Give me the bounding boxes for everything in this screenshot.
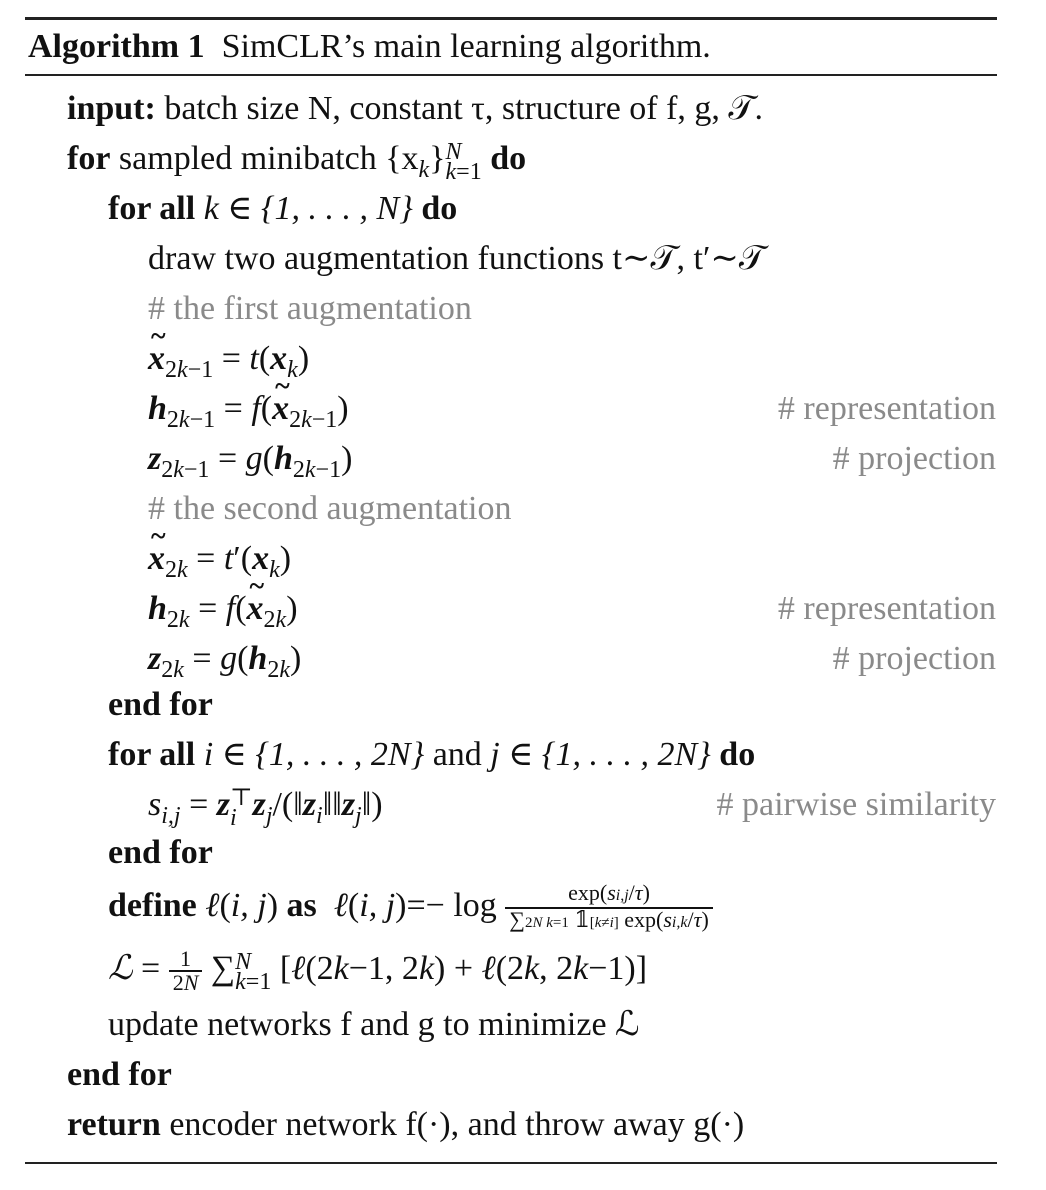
do-keyword-3: do <box>719 736 756 773</box>
define-keyword: define <box>108 887 197 924</box>
eq-x-2k-1: ~ $x_{2k-1} = t(x_k)$ <box>148 334 309 384</box>
draw-line: draw two augmentation functions t∼𝒯, t′∼𝒯 <box>148 240 765 277</box>
loss-fraction: $\frac{\exp(si,j/\tau)}{\text{∑2N k=1 𝟙[k≠i] exp(si,k/τ)}}$ <box>505 882 713 934</box>
define-loss-line: define ℓ(i, j) as ℓ(i, j)=− log $\frac{\exp(si,j/\tau)}{\text{∑2N k=1 𝟙[k≠i] exp(si,k/τ)}}$ <box>108 878 713 938</box>
and-word: and <box>432 736 482 773</box>
return-keyword: return <box>67 1106 161 1143</box>
range-j: j ∈ {1, . . . , 2N} <box>490 736 711 773</box>
input-keyword: input: <box>67 90 156 127</box>
input-text: batch size N, constant τ, structure of f, g, 𝒯. <box>164 90 763 127</box>
eq-z-2k: $z_{2k} = g(h_{2k})$ <box>148 640 302 683</box>
eq-z-2k-1: $z_{2k-1} = g(h_{2k-1})$ <box>148 440 353 483</box>
caption-rule <box>25 74 997 76</box>
as-keyword: as <box>286 887 317 924</box>
pairwise-for-line <box>108 730 755 780</box>
eq-x-2k: ~ $x_{2k} = t'(x_k)$ <box>148 534 291 584</box>
comment-representation-2: # representation <box>777 590 996 627</box>
do-keyword: do <box>490 140 527 177</box>
total-loss-line: ℒ = $\frac{1}{2N}$ ∑N k=1 [ℓ(2k−1, 2k) + ℓ(2k, 2k−1)] <box>108 946 648 996</box>
return-line <box>67 1100 744 1150</box>
forall-range: k ∈ {1, . . . , N} <box>203 190 413 227</box>
algorithm-caption <box>28 24 711 70</box>
eq-h-2k-1: $h_{2k-1}$ = f(~ $x_{2k-1}$) <box>148 384 349 434</box>
return-text: encoder network f(·), and throw away g(·) <box>169 1106 745 1143</box>
range-i: i ∈ {1, . . . , 2N} <box>203 736 425 773</box>
input-line <box>67 84 763 134</box>
update-line: update networks f and g to minimize ℒ <box>108 1006 640 1043</box>
comment-pairwise-similarity: # pairwise similarity <box>716 786 996 823</box>
comment-representation-1: # representation <box>777 390 996 427</box>
eq-h-2k: $h_{2k}$ = f(~ $x_{2k}$) <box>148 584 298 634</box>
comment-second-augmentation: # the second augmentation <box>148 490 512 527</box>
comment-projection-1: # projection <box>832 440 996 477</box>
for-keyword: for <box>67 140 111 177</box>
algorithm-label: Algorithm 1 <box>28 28 205 65</box>
forall-keyword: for all <box>108 190 196 227</box>
forall-keyword-2: for all <box>108 736 196 773</box>
comment-projection-2: # projection <box>832 640 996 677</box>
end-for-outer: end for <box>67 1056 172 1093</box>
bottom-rule <box>25 1162 997 1164</box>
top-rule <box>25 17 997 20</box>
do-keyword-2: do <box>421 190 458 227</box>
for-text: sampled minibatch {x <box>118 140 419 177</box>
eq-similarity: $s_{i,j}$ = z⊤ i $z_j/(‖z_i‖‖z_j‖)$ <box>148 785 383 831</box>
algorithm-title: SimCLR’s main learning algorithm. <box>221 28 711 65</box>
end-for-1: end for <box>108 686 213 723</box>
inner-for-line <box>108 184 457 234</box>
comment-first-augmentation: # the first augmentation <box>148 290 472 327</box>
outer-for-line: for sampled minibatch $\{x_k\}N$ k=1 do <box>67 139 527 185</box>
one-over-2n: $\frac{1}{2N}$ <box>169 948 203 994</box>
end-for-2: end for <box>108 834 213 871</box>
